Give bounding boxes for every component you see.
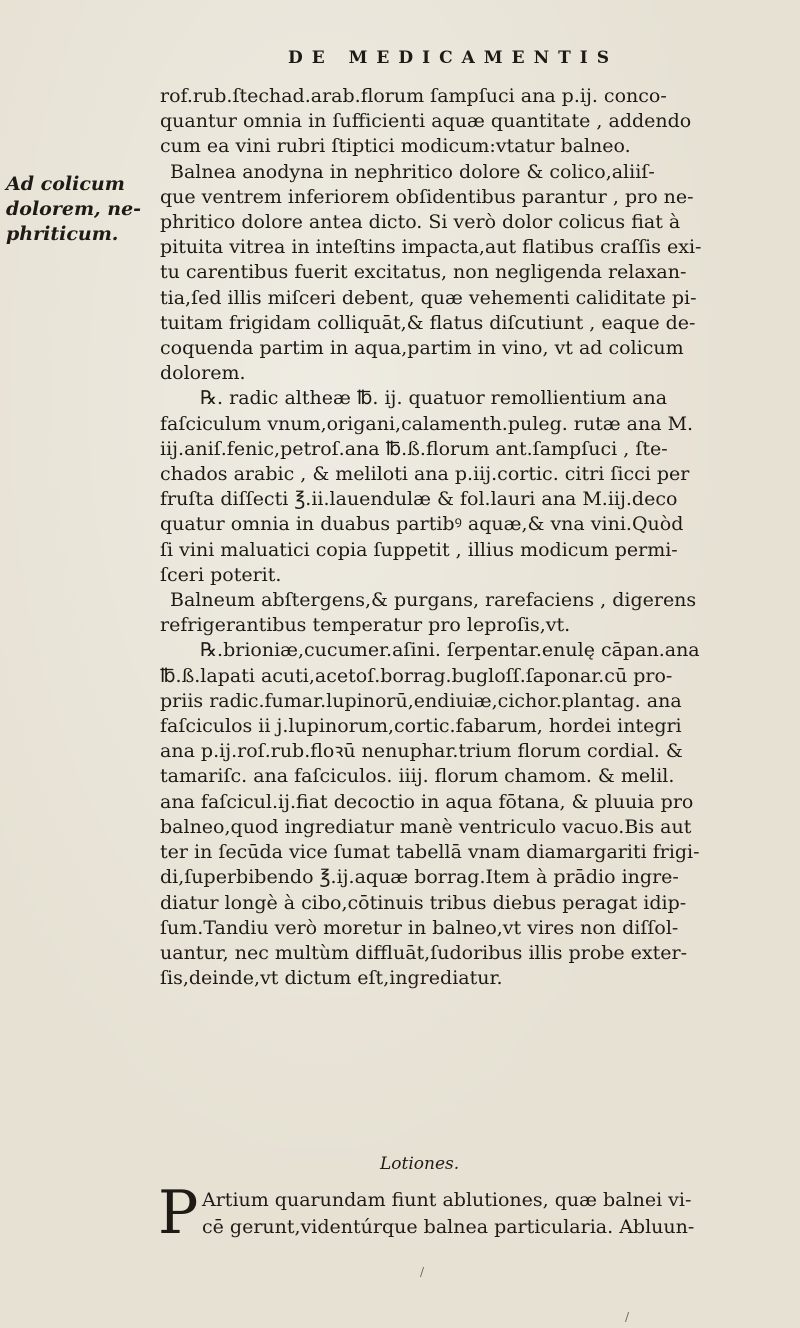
- text-line: fruſta diſſecti ℥.ii.lauendulæ & fol.lauri ana M.iij.deco: [160, 488, 678, 511]
- text-line: cum ea vini rubri ſtiptici modicum:vtatur balneo.: [160, 135, 631, 158]
- text-line: ſis,deinde,vt dictum eſt,ingrediatur.: [160, 967, 503, 990]
- text-line: balneo,quod ingrediatur manè ventriculo vacuo.Bis aut: [160, 815, 692, 838]
- margin-note-line: Ad colicum: [6, 173, 125, 195]
- text-line: faſciculum vnum,origani,calamenth.puleg. rutæ ana M.: [160, 412, 694, 435]
- body-text: [160, 84, 780, 991]
- margin-note-line: dolorem, ne-: [6, 198, 142, 221]
- text-line: que ventrem inferiorem obſidentibus parantur , pro ne-: [160, 185, 694, 208]
- text-line: ana faſcicul.ij.fiat decoctio in aqua fōtana, & pluuia pro: [160, 790, 694, 813]
- text-line: tamariſc. ana faſciculos. iiij. florum chamom. & melil.: [160, 765, 675, 788]
- running-header: DE MEDICAMENTIS: [288, 48, 619, 68]
- text-line: Balneum abſtergens,& purgans, rarefaciens , digerens: [170, 589, 697, 612]
- ink-speck: /: [625, 1310, 630, 1324]
- text-line: diatur longè à cibo,cōtinuis tribus diebus peragat idip-: [160, 891, 687, 914]
- ink-speck: /: [420, 1265, 425, 1279]
- text-line: tuitam frigidam colliquāt,& flatus diſcutiunt , eaque de-: [160, 311, 696, 334]
- text-line: cē gerunt,videntúrque balnea particularia. Abluun-: [202, 1216, 695, 1238]
- margin-note: [6, 172, 156, 248]
- margin-note-line: phriticum.: [6, 223, 119, 246]
- text-line: Balnea anodyna in nephritico dolore & colico,aliiſ-: [170, 160, 655, 183]
- text-line: refrigerantibus temperatur pro leproſis,vt.: [160, 614, 571, 637]
- text-line: iij.aniſ.fenic,petroſ.ana ℔.ß.florum ant.ſampſuci , ſte-: [160, 437, 668, 460]
- text-line: di,ſuperbibendo ℥.ij.aquæ borrag.Item à prādio ingre-: [160, 866, 679, 889]
- section-heading: Lotiones.: [380, 1154, 460, 1174]
- text-line: ℞. radic altheæ ℔. ij. quatuor remollientium ana: [200, 387, 668, 410]
- drop-cap: P: [158, 1178, 199, 1248]
- text-line: tu carentibus fuerit excitatus, non negligenda relaxan-: [160, 261, 687, 284]
- text-line: ℔.ß.lapati acuti,acetoſ.borrag.bugloſſ.ſaponar.cū pro-: [160, 664, 673, 687]
- text-line: ſum.Tandiu verò moretur in balneo,vt vires non diſſol-: [160, 916, 679, 939]
- text-line: pituita vitrea in inteſtins impacta,aut flatibus craſſis exi-: [160, 236, 702, 259]
- text-line: faſciculos ii j.lupinorum,cortic.fabarum, hordei integri: [160, 715, 682, 738]
- text-line: chados arabic , & meliloti ana p.iij.cortic. citri ſicci per: [160, 463, 690, 486]
- text-line: ſceri poterit.: [160, 563, 282, 586]
- text-line: ana p.ij.roſ.rub.floꝛū nenuphar.trium florum cordial. &: [160, 740, 683, 763]
- text-line: ℞.brioniæ,cucumer.aſini. ſerpentar.enulę cāpan.ana: [200, 639, 700, 662]
- text-line: ter in ſecūda vice ſumat tabellā vnam diamargariti frigi-: [160, 841, 700, 864]
- text-line: phritico dolore antea dicto. Si verò dolor colicus fiat à: [160, 211, 681, 234]
- text-line: quatur omnia in duabus partibꝰ aquæ,& vna vini.Quòd: [160, 513, 684, 536]
- text-line: priis radic.fumar.lupinorū,endiuiæ,cichor.plantag. ana: [160, 689, 682, 712]
- text-line: quantur omnia in ſufficienti aquæ quantitate , addendo: [160, 110, 692, 133]
- text-line: Artium quarundam fiunt ablutiones, quæ balnei vi-: [202, 1189, 692, 1211]
- text-line: dolorem.: [160, 362, 246, 385]
- text-line: coquenda partim in aqua,partim in vino, vt ad colicum: [160, 337, 684, 360]
- text-line: tia,ſed illis miſceri debent, quæ vehementi caliditate pi-: [160, 286, 697, 309]
- text-line: uantur, nec multùm diffluāt,ſudoribus illis probe exter-: [160, 941, 688, 964]
- text-line: ſi vini maluatici copia ſuppetit , illius modicum permi-: [160, 538, 678, 561]
- text-line: rof.rub.ſtechad.arab.florum ſampſuci ana p.ij. conco-: [160, 85, 667, 107]
- paragraph-lines: [202, 1187, 694, 1241]
